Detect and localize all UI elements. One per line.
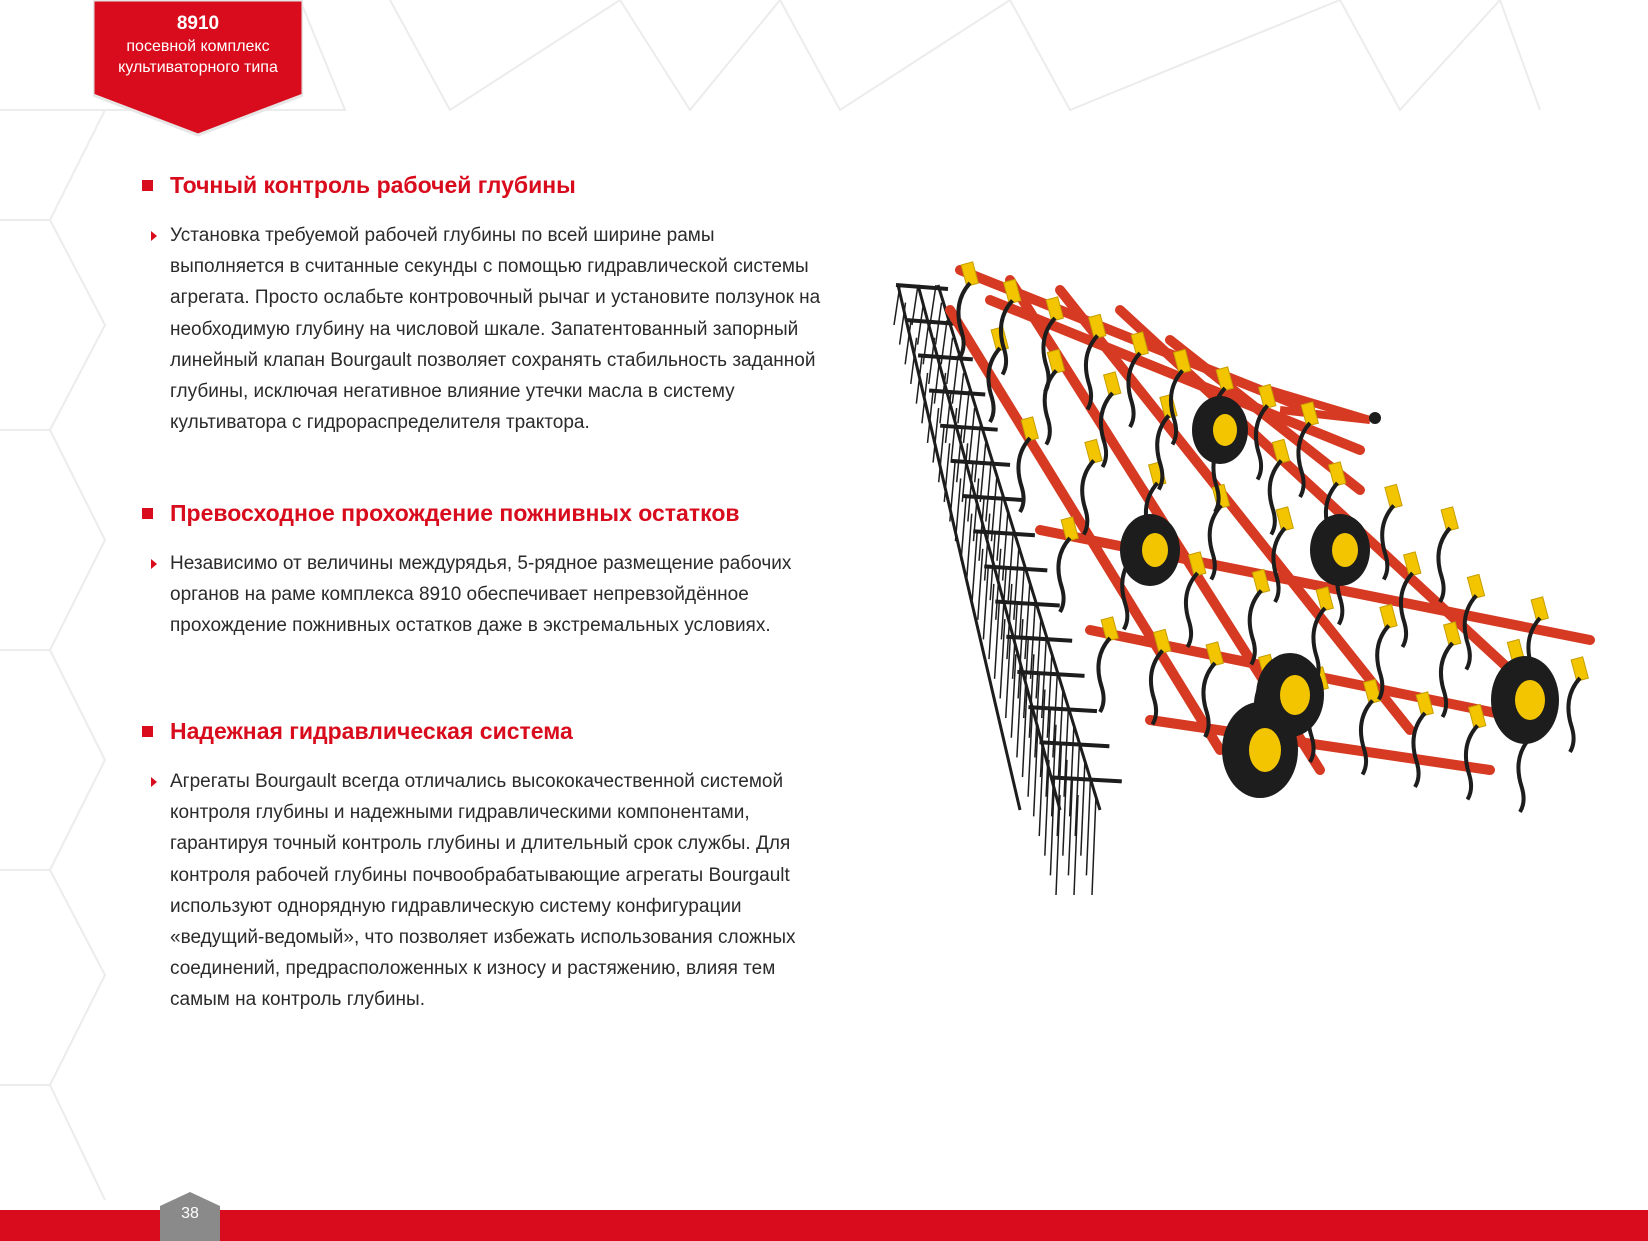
- harrow-assembly: [898, 285, 1100, 810]
- shank-mount: [1276, 507, 1293, 531]
- harrow-tine: [929, 338, 935, 384]
- shank-mount: [1272, 439, 1289, 463]
- harrow-rung: [896, 285, 948, 289]
- harrow-tine: [961, 496, 966, 561]
- cultivator-machine-image: [890, 250, 1648, 980]
- harrow-rung: [951, 461, 1010, 465]
- section-depth-control: [140, 170, 840, 438]
- c-shank: [1518, 738, 1530, 812]
- text-line: культиватора с гидрораспределителя трактора.: [170, 412, 590, 434]
- harrow-tine: [1086, 777, 1090, 875]
- text-line: глубины, исключая негативное влияние утечки масла в систему: [170, 381, 735, 403]
- red-triangle-icon: [151, 777, 157, 787]
- badge-model: 8910: [176, 13, 220, 34]
- red-square-icon: [142, 180, 153, 191]
- shank-mount: [1206, 642, 1223, 666]
- shank-mount: [1104, 372, 1121, 396]
- text-line: агрегата. Просто ослабьте контровочный рычаг и установите ползунок на: [170, 287, 821, 309]
- harrow-rung: [1039, 742, 1109, 746]
- harrow-rung: [929, 391, 985, 395]
- harrow-tine: [952, 355, 958, 403]
- harrow-tine: [930, 285, 936, 325]
- harrow-rung: [1028, 707, 1097, 711]
- harrow-tine: [997, 496, 1002, 561]
- text-line: соединений, предрасположенных к износу и растяжению, влияя тем: [170, 958, 776, 980]
- c-shank: [1186, 573, 1198, 647]
- harrow-tine: [989, 584, 994, 659]
- red-square-icon: [142, 726, 153, 737]
- shank-mount: [1004, 279, 1021, 303]
- shank-mount: [1085, 439, 1102, 463]
- shank-mount: [1571, 657, 1588, 681]
- c-shank: [1098, 638, 1110, 712]
- section-title: [140, 170, 840, 200]
- harrow-rung: [940, 426, 998, 430]
- text-line: Установка требуемой рабочей глубины по всей ширине рамы: [170, 225, 715, 246]
- harrow-tine: [918, 303, 924, 345]
- harrow-tine: [894, 285, 900, 325]
- page-number: 38: [181, 1205, 199, 1222]
- shank-mount: [1467, 574, 1484, 598]
- c-shank: [1438, 528, 1450, 602]
- text-line: линейный клапан Bourgault позволяет сохранять стабильность заданной: [170, 349, 816, 371]
- badge-line-1: посевной комплекс: [126, 38, 270, 55]
- harrow-rung: [918, 355, 973, 359]
- red-triangle-icon: [151, 559, 157, 569]
- harrow-tine: [958, 373, 964, 423]
- harrow-tine: [964, 391, 970, 443]
- harrow-tine: [972, 531, 977, 600]
- harrow-rung: [962, 496, 1022, 500]
- section-title-text: Превосходное прохождение пожнивных остатков: [170, 500, 740, 526]
- text-line: Независимо от величины междурядья, 5-рядное размещение рабочих: [170, 553, 792, 574]
- text-line: выполняется в считанные секунды с помощью гидравлической системы: [170, 256, 809, 278]
- harrow-tine: [975, 426, 980, 483]
- section-residue-flow: [140, 498, 840, 642]
- text-line: прохождение пожнивных остатков даже в экстремальных условиях.: [170, 615, 771, 637]
- text-line: Агрегаты Bourgault всегда отличались высококачественной системой: [170, 771, 784, 792]
- harrow-rung: [1017, 672, 1084, 676]
- badge-line-2: культиваторного типа: [118, 59, 278, 76]
- section-title-text: Надежная гидравлическая система: [170, 718, 573, 744]
- harrow-tine: [947, 338, 953, 384]
- c-shank: [1413, 713, 1425, 787]
- shank-mount: [1046, 297, 1063, 321]
- text-line: «ведущий-ведомый», что позволяет избежать использования сложных: [170, 927, 796, 949]
- c-shank: [1361, 701, 1373, 775]
- harrow-tine: [980, 443, 985, 502]
- footer-bar: [0, 1210, 1648, 1241]
- shank-mount: [1531, 597, 1548, 621]
- text-line: гарантируя точный контроль глубины и длительный срок службы. Для: [170, 833, 791, 855]
- text-line: самым на контроль глубины.: [170, 989, 425, 1011]
- harrow-tine: [967, 514, 972, 581]
- harrow-tine: [986, 461, 991, 522]
- text-line: контроля глубины и надежными гидравлическими компонентами,: [170, 802, 750, 824]
- c-shank: [1058, 538, 1070, 612]
- c-shank: [1382, 506, 1394, 580]
- harrow-tine: [934, 355, 940, 403]
- section-hydraulics: [140, 716, 840, 1016]
- c-shank: [1568, 678, 1580, 752]
- harrow-tine: [969, 408, 975, 462]
- c-shank: [1045, 371, 1057, 445]
- harrow-tine: [950, 461, 955, 522]
- section-title: [140, 716, 840, 746]
- shank-mount: [1329, 462, 1346, 486]
- harrow-rung: [1050, 777, 1121, 781]
- harrow-rung: [1006, 637, 1072, 641]
- red-square-icon: [142, 508, 153, 519]
- shank-mount: [1385, 484, 1402, 508]
- section-title-text: Точный контроль рабочей глубины: [170, 172, 576, 198]
- shank-mount: [1380, 604, 1397, 628]
- harrow-tine: [1081, 760, 1085, 856]
- text-line: необходимую глубину на числовой шкале. Запатентованный запорный: [170, 318, 799, 340]
- bullet-paragraph: [140, 220, 840, 438]
- bullet-paragraph: [140, 548, 840, 642]
- text-line: органов на раме комплекса 8910 обеспечивает непревзойдённое: [170, 584, 749, 606]
- harrow-tine: [1092, 795, 1096, 895]
- section-title: [140, 498, 840, 528]
- model-badge: [93, 0, 303, 138]
- red-triangle-icon: [151, 231, 157, 241]
- text-line: используют однорядную гидравлическую систему конфигурации: [170, 895, 742, 917]
- harrow-tine: [1003, 514, 1008, 581]
- bullet-paragraph: [140, 766, 840, 1016]
- page-number-tab: [160, 1192, 220, 1241]
- harrow-rung: [973, 531, 1035, 535]
- shank-mount: [1441, 507, 1458, 531]
- shank-mount: [961, 262, 978, 286]
- text-line: контроля рабочей глубины почвообрабатывающие агрегаты Bourgault: [170, 864, 790, 886]
- harrow-tine: [955, 478, 960, 541]
